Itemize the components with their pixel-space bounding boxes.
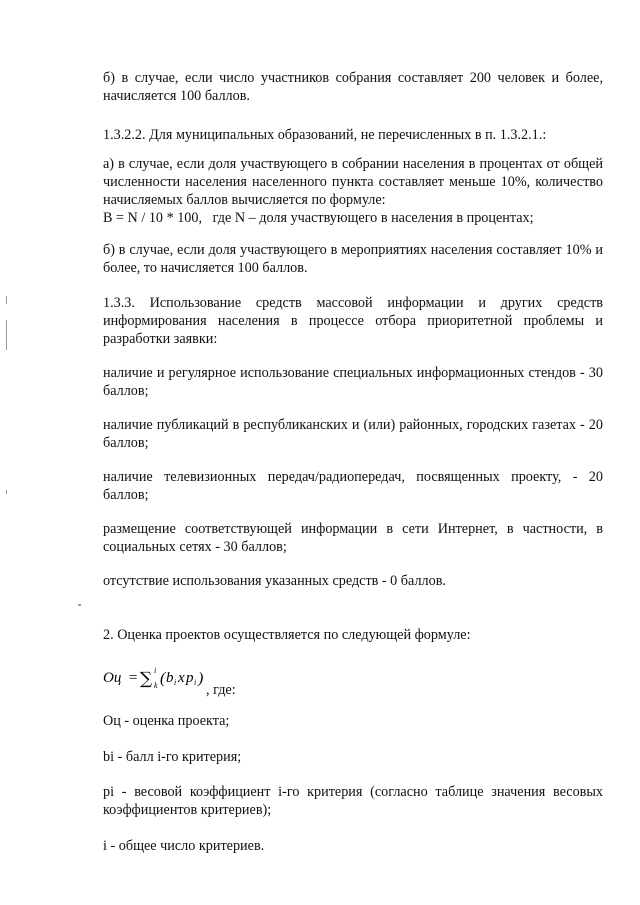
paragraph-participants-200: б) в случае, если число участников собрания составляет 200 человек и более, начисляется 100 баллов. (103, 70, 603, 104)
definition-oc: Оц - оценка проекта; (103, 713, 230, 729)
paragraph-no-media: отсутствие использования указанных средств - 0 баллов. (103, 573, 446, 589)
paragraph-internet: размещение соответствующей информации в сети Интернет, в частности, в социальных сетях - 30 баллов; (103, 521, 603, 555)
scan-margin-mark (78, 604, 81, 606)
score-formula-math (103, 662, 213, 698)
definition-pi: pi - весовой коэффициент i-го критерия (согласно таблице значения весовых коэффициентов критериев); (103, 784, 603, 818)
score-formula (103, 662, 403, 702)
definition-i: i - общее число критериев. (103, 838, 265, 854)
paragraph-info-stands: наличие и регулярное использование специальных информационных стендов - 30 баллов; (103, 365, 603, 399)
sum-symbol: ∑ (140, 669, 153, 689)
definition-bi: bi - балл i-го критерия; (103, 749, 242, 765)
paragraph-newspapers: наличие публикаций в республиканских и (или) районных, городских газетах - 20 баллов; (103, 417, 603, 451)
formula-term-b-sub: i (174, 678, 177, 687)
formula-lhs: Оц (103, 670, 122, 686)
paragraph-share-10-or-more: б) в случае, если доля участвующего в мероприятиях населения составляет 10% и более, то начисляется 100 баллов. (103, 242, 603, 276)
scan-margin-mark (6, 320, 7, 350)
formula-sum-lower: k (154, 681, 158, 690)
paragraph-share-below-10: а) в случае, если доля участвующего в собрании населения в процентах от общей численности населения населенного пункта составляет меньше 10%, количество начисляемых баллов вычисляется по формуле: (103, 156, 603, 208)
paragraph-section-2: 2. Оценка проектов осуществляется по следующей формуле: (103, 627, 471, 643)
scan-margin-mark (6, 490, 7, 494)
paragraph-section-1-3-3: 1.3.3. Использование средств массовой информации и других средств информирования населения в процессе отбора приоритетной проблемы и разработки заявки: (103, 295, 603, 347)
formula-open-paren: ( (160, 670, 166, 687)
paragraph-section-1-3-2-2: 1.3.2.2. Для муниципальных образований, не перечисленных в п. 1.3.2.1.: (103, 127, 547, 143)
formula-tail: , где: (206, 682, 236, 698)
scan-margin-mark (6, 296, 7, 304)
paragraph-tv-radio: наличие телевизионных передач/радиопередач, посвященных проекту, - 20 баллов; (103, 469, 603, 503)
formula-close-paren: ) (198, 670, 204, 687)
formula-term-p-sub: i (194, 678, 197, 687)
formula-mult: x (178, 670, 185, 686)
formula-sum-upper: i (154, 666, 157, 675)
formula-b-equals: B = N / 10 * 100, где N – доля участвующего в населения в процентах; (103, 210, 534, 226)
formula-term-b: b (166, 670, 174, 686)
formula-equals: = (128, 670, 139, 686)
formula-term-p: p (186, 670, 194, 686)
